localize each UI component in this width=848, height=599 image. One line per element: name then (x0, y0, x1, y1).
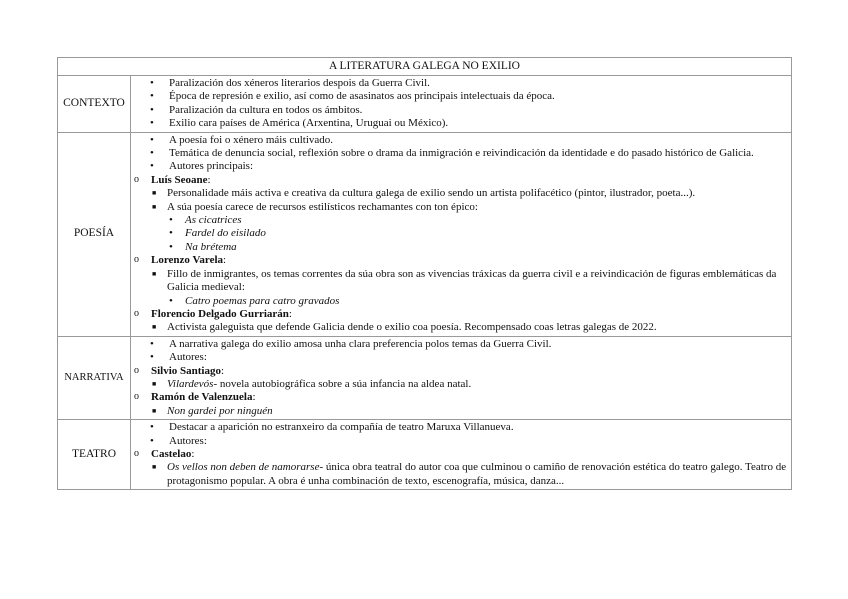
work-description: - novela autobiográfica sobre a súa infancia na aldea natal. (213, 377, 472, 390)
detail-item (151, 268, 787, 308)
poesia-row (58, 132, 792, 336)
detail-item: ■ Activista galeguista que defende Galicia dende o exilio coa poesía. Recompensado coas letras galegas de 2022. (151, 321, 787, 334)
authors-heading: Autores: (169, 351, 207, 364)
narrativa-list (131, 338, 787, 418)
detail-item (151, 201, 787, 255)
colon: : (288, 307, 292, 320)
work-item (167, 214, 787, 227)
work-item (167, 241, 787, 254)
literature-table (57, 57, 792, 490)
poesia-label: POESÍA (58, 132, 131, 336)
author-details (151, 461, 787, 488)
author-details (151, 321, 787, 334)
author-name: Luís Seoane (151, 173, 208, 186)
contexto-list (131, 77, 787, 131)
author-details (151, 378, 787, 391)
colon: : (207, 173, 211, 186)
narrativa-content (131, 336, 792, 419)
author-details (151, 187, 787, 254)
work-description: - única obra teatral do autor coa que culminou o camiño de renovación estética do teatro galego. Teatro de protagonismo popular. A obra é unha combinación de texto, escenografía, música, danza... (167, 461, 787, 487)
poesia-list (131, 134, 787, 335)
contexto-row (58, 76, 792, 133)
table-title: A LITERATURA GALEGA NO EXILIO (58, 58, 792, 76)
work-title: Catro poemas para catro gravados (185, 294, 340, 307)
list-item: • Destacar a aparición no estranxeiro da compañía de teatro Maruxa Villanueva. (131, 421, 787, 434)
work-item (167, 295, 787, 308)
detail-text: Fillo de inmigrantes, os temas correntes da súa obra son as vivencias tráxicas da guerra civil e a reivindicación de figuras emblemáticas da Galicia medieval: (167, 267, 777, 294)
list-item: • Época de represión e exilio, así como de asasinatos aos principais intelectuais da época. (131, 90, 787, 103)
author-name: Silvio Santiago (151, 364, 221, 377)
author-item (93, 391, 787, 418)
works-list (167, 214, 787, 254)
work-title: Na brétema (185, 240, 237, 253)
colon: : (221, 364, 225, 377)
teatro-list (131, 421, 787, 488)
author-name: Castelao (151, 447, 192, 460)
author-item (93, 254, 787, 308)
list-item: • A narrativa galega do exilio amosa unha clara preferencia polos temas da Guerra Civil. (131, 338, 787, 351)
author-item (93, 448, 787, 488)
list-item: • Paralización da cultura en todos os ámbitos. (131, 104, 787, 117)
poesia-content (131, 132, 792, 336)
authors-heading: Autores: (169, 434, 207, 447)
teatro-authors (131, 448, 787, 488)
author-name: Lorenzo Varela (151, 254, 224, 267)
colon: : (223, 254, 227, 267)
list-item: • Exilio cara países de América (Arxentina, Uruguai ou México). (131, 117, 787, 130)
teatro-content (131, 420, 792, 490)
author-name: Ramón de Valenzuela (151, 391, 253, 404)
work-title: Os vellos non deben de namorarse (167, 461, 320, 474)
narrativa-label: NARRATIVA (58, 336, 131, 419)
work-title: As cicatrices (185, 214, 242, 227)
title-row (58, 58, 792, 76)
narrativa-authors (131, 365, 787, 419)
detail-item (151, 461, 787, 488)
contexto-label: CONTEXTO (58, 76, 131, 133)
work-title: Fardel do eisilado (185, 227, 266, 240)
list-item (131, 351, 787, 418)
work-title: Vilardevós (167, 377, 214, 390)
detail-item (151, 378, 787, 391)
teatro-label: TEATRO (58, 420, 131, 490)
list-item (131, 435, 787, 489)
author-item (93, 308, 787, 335)
contexto-content (131, 76, 792, 133)
list-item: • Temática de denuncia social, reflexión sobre o drama da inmigración e reivindicación da identidade e do pasado histórico de Galicia. (131, 147, 787, 160)
detail-item (151, 405, 787, 418)
author-details (151, 405, 787, 418)
poesia-authors (131, 174, 787, 335)
list-item: • A poesía foi o xénero máis cultivado. (131, 134, 787, 147)
colon: : (191, 447, 195, 460)
work-title: Non gardei por ninguén (167, 404, 273, 417)
work-item (167, 227, 787, 240)
list-item (131, 160, 787, 334)
authors-heading: Autores principais: (169, 160, 254, 173)
detail-text: A súa poesía carece de recursos estilísticos rechamantes con ton épico: (167, 200, 478, 213)
detail-item: ■ Personalidade máis activa e creativa da cultura galega de exilio sendo un artista polifacético (pintor, ilustrador, poeta...). (151, 187, 787, 200)
author-item (93, 365, 787, 392)
author-item (93, 174, 787, 254)
colon: : (252, 391, 256, 404)
teatro-row (58, 420, 792, 490)
author-name: Florencio Delgado Gurriarán (151, 307, 289, 320)
narrativa-row (58, 336, 792, 419)
list-item: • Paralización dos xéneros literarios despois da Guerra Civil. (131, 77, 787, 90)
author-details (151, 268, 787, 308)
works-list (167, 295, 787, 308)
